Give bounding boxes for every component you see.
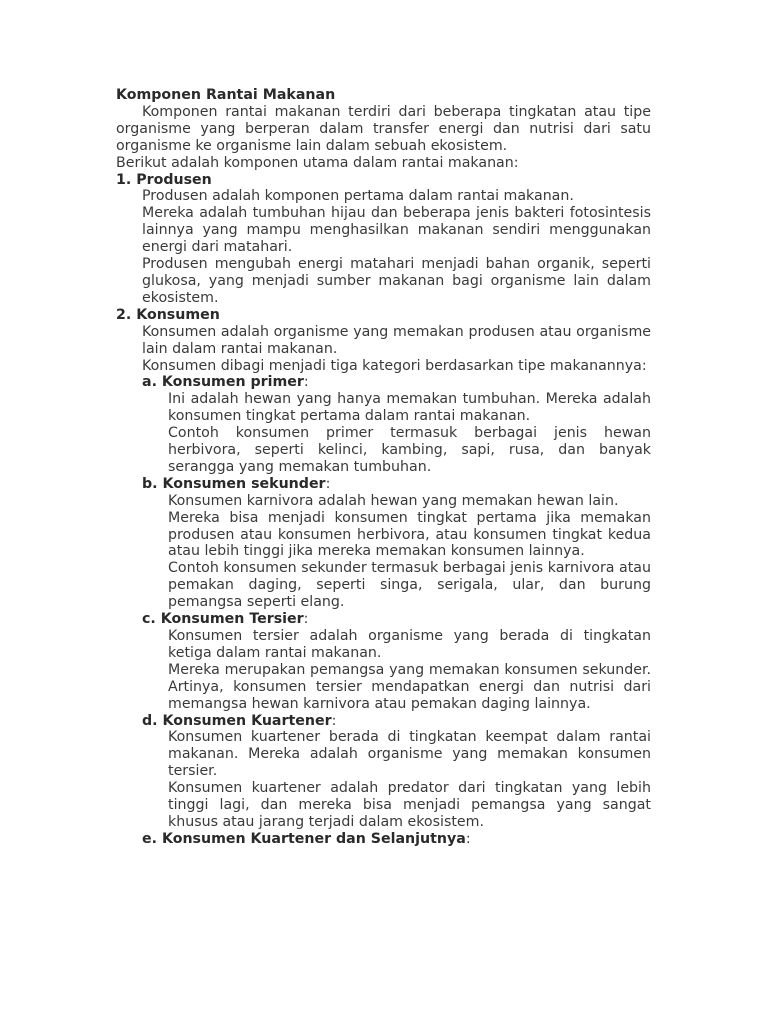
subsection-prefix: c.: [142, 611, 161, 628]
intro-paragraph: Komponen rantai makanan terdiri dari beberapa tingkatan atau tipe organisme yang berperan dalam transfer energi dan nutrisi dari satu organisme ke organisme lain dalam sebuah ekosistem.: [116, 103, 651, 154]
subsection-heading-kuartener-selanjutnya: e. Konsumen Kuartener dan Selanjutnya:: [142, 830, 471, 847]
subsection-label: Konsumen Kuartener dan Selanjutnya: [161, 830, 466, 847]
subsection-paragraph: Mereka merupakan pemangsa yang memakan konsumen sekunder. Artinya, konsumen tersier mendapatkan energi dan nutrisi dari memangsa hewan karnivora atau pemakan daging lainnya.: [168, 661, 651, 712]
subsection-paragraph: Konsumen karnivora adalah hewan yang memakan hewan lain.: [168, 492, 619, 509]
konsumen-paragraph: Konsumen adalah organisme yang memakan produsen atau organisme lain dalam rantai makanan.: [142, 323, 651, 357]
subsection-label: Konsumen Kuartener: [162, 712, 332, 729]
produsen-paragraph: Produsen adalah komponen pertama dalam rantai makanan.: [142, 188, 574, 205]
subsection-prefix: b.: [142, 475, 163, 492]
document-page: [116, 87, 651, 848]
subsection-heading-tersier: c. Konsumen Tersier:: [142, 611, 309, 628]
subsection-heading-kuartener: d. Konsumen Kuartener:: [142, 712, 337, 729]
section-heading-konsumen: 2. Konsumen: [116, 306, 220, 323]
subsection-label: Konsumen primer: [161, 374, 304, 391]
subsection-paragraph: Konsumen tersier adalah organisme yang berada di tingkatan ketiga dalam rantai makanan.: [168, 628, 651, 661]
section-heading-produsen: 1. Produsen: [116, 171, 212, 188]
produsen-paragraph: Mereka adalah tumbuhan hijau dan beberapa jenis bakteri fotosintesis lainnya yang mampu menghasilkan makanan sendiri menggunakan energi dari matahari.: [142, 205, 651, 256]
subsection-label: Konsumen sekunder: [162, 475, 326, 492]
subsection-prefix: d.: [142, 712, 163, 729]
subsection-paragraph: Ini adalah hewan yang hanya memakan tumbuhan. Mereka adalah konsumen tingkat pertama dalam rantai makanan.: [168, 391, 651, 425]
subsection-heading-sekunder: b. Konsumen sekunder:: [142, 475, 331, 492]
subsection-prefix: e.: [142, 830, 162, 847]
subsection-prefix: a.: [142, 374, 162, 391]
subsection-paragraph: Contoh konsumen primer termasuk berbagai jenis hewan herbivora, seperti kelinci, kambing, sapi, rusa, dan banyak serangga yang memakan tumbuhan.: [168, 425, 651, 475]
lead-paragraph: Berikut adalah komponen utama dalam rantai makanan:: [116, 154, 519, 171]
subsection-paragraph: Contoh konsumen sekunder termasuk berbagai jenis karnivora atau pemakan daging, seperti singa, serigala, ular, dan burung pemangsa seperti elang.: [168, 560, 651, 611]
subsection-label: Konsumen Tersier: [160, 611, 304, 628]
subsection-paragraph: Mereka bisa menjadi konsumen tingkat pertama jika memakan produsen atau konsumen herbivora, atau konsumen tingkat kedua atau lebih tinggi jika mereka memakan konsumen lainnya.: [168, 509, 651, 560]
subsection-heading-primer: a. Konsumen primer:: [142, 374, 309, 391]
konsumen-paragraph: Konsumen dibagi menjadi tiga kategori berdasarkan tipe makanannya:: [142, 357, 647, 374]
document-title: Komponen Rantai Makanan: [116, 87, 336, 103]
subsection-paragraph: Konsumen kuartener adalah predator dari tingkatan yang lebih tinggi lagi, dan mereka bisa menjadi pemangsa yang sangat khusus atau jarang terjadi dalam ekosistem.: [168, 780, 651, 830]
produsen-paragraph: Produsen mengubah energi matahari menjadi bahan organik, seperti glukosa, yang menjadi sumber makanan bagi organisme lain dalam ekosistem.: [142, 256, 651, 306]
subsection-paragraph: Konsumen kuartener berada di tingkatan keempat dalam rantai makanan. Mereka adalah organisme yang memakan konsumen tersier.: [168, 729, 651, 780]
